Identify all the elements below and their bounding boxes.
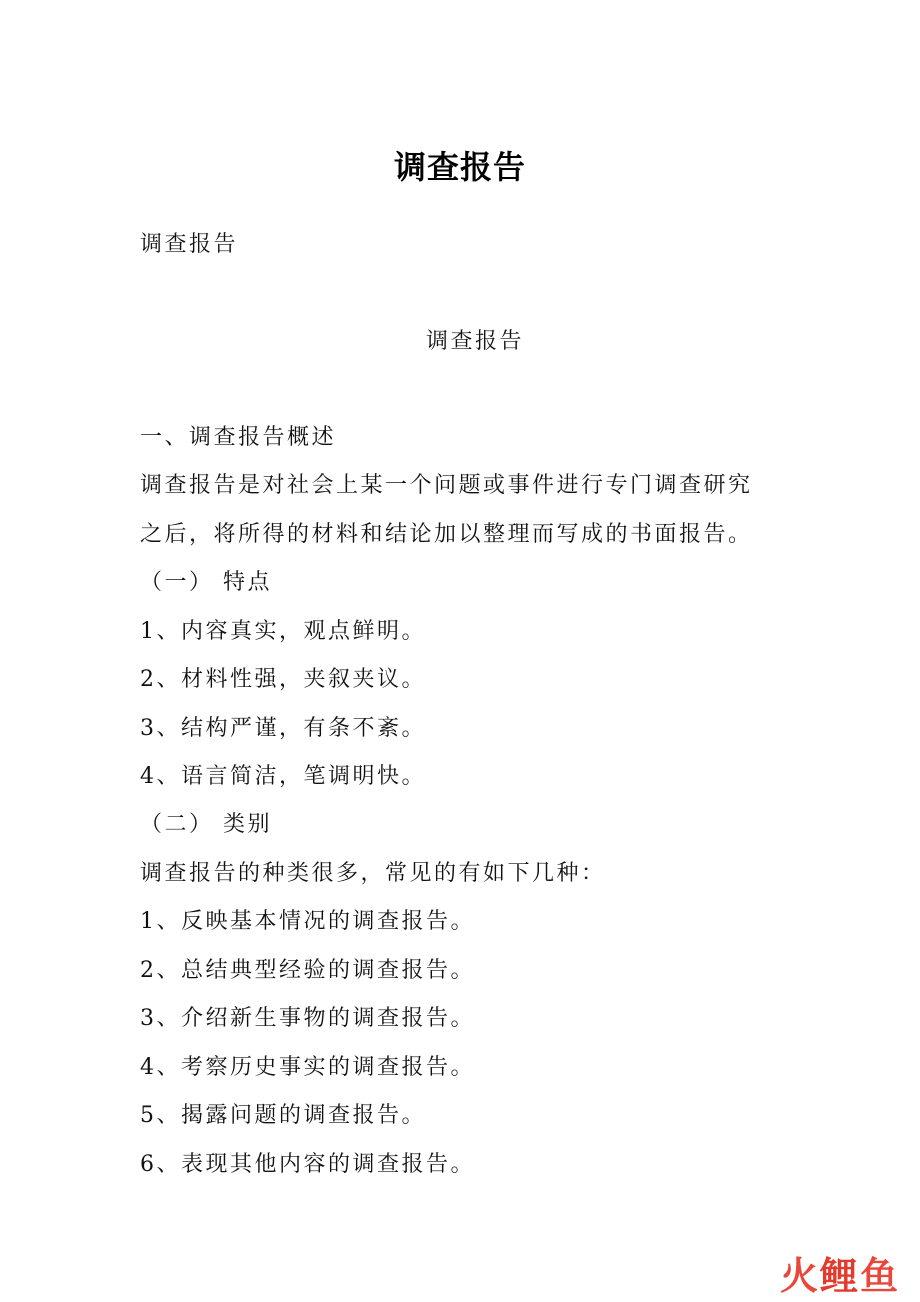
feature-item-4: 4、语言简洁，笔调明快。	[140, 764, 426, 789]
section-one-heading: 一、调查报告概述	[140, 425, 337, 450]
categories-heading: （二） 类别	[140, 812, 272, 837]
category-item-3: 3、介绍新生事物的调查报告。	[140, 1006, 475, 1031]
subtitle-center: 调查报告	[425, 329, 524, 354]
intro-line-2: 之后，将所得的材料和结论加以整理而写成的书面报告。	[140, 522, 753, 547]
features-heading: （一） 特点	[140, 570, 272, 595]
watermark-char-2: 鲤	[819, 1254, 858, 1298]
category-item-4: 4、考察历史事实的调查报告。	[140, 1055, 475, 1080]
watermark-logo	[780, 1256, 898, 1296]
watermark-char-1: 火	[779, 1254, 818, 1298]
watermark-char-3: 鱼	[859, 1254, 898, 1298]
feature-item-1: 1、内容真实，观点鲜明。	[140, 619, 426, 644]
category-item-1: 1、反映基本情况的调查报告。	[140, 909, 475, 934]
subtitle-left: 调查报告	[140, 232, 239, 257]
category-item-5: 5、揭露问题的调查报告。	[140, 1103, 426, 1128]
intro-line-1: 调查报告是对社会上某一个问题或事件进行专门调查研究	[140, 473, 753, 498]
categories-intro: 调查报告的种类很多，常见的有如下几种：	[140, 861, 606, 886]
feature-item-3: 3、结构严谨，有条不紊。	[140, 716, 426, 741]
category-item-6: 6、表现其他内容的调查报告。	[140, 1152, 475, 1177]
category-item-2: 2、总结典型经验的调查报告。	[140, 958, 475, 983]
document-title: 调查报告	[393, 148, 526, 186]
feature-item-2: 2、材料性强，夹叙夹议。	[140, 667, 426, 692]
